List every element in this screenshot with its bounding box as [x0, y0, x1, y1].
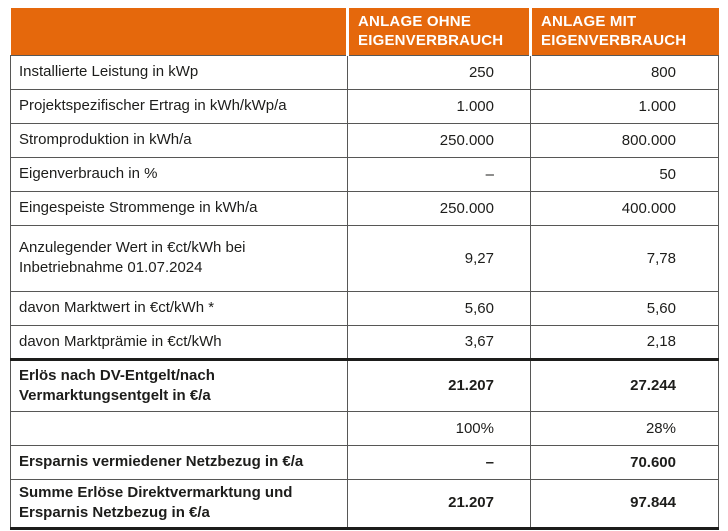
header-anlage-ohne-eigenverbrauch: ANLAGE OHNE EIGENVERBRAUCH: [348, 8, 531, 56]
value-mit: 800: [531, 56, 719, 90]
value-mit: 400.000: [531, 192, 719, 226]
value-ohne: 5,60: [348, 292, 531, 326]
row-label: Eingespeiste Strommenge in kWh/a: [11, 192, 348, 226]
value-mit: 97.844: [531, 480, 719, 529]
row-label: [11, 412, 348, 446]
header-row: [11, 8, 719, 56]
row-label: Summe Erlöse Direktvermarktung und Ersparnis Netzbezug in €/a: [11, 480, 348, 529]
header-empty-cell: [11, 8, 348, 56]
value-ohne: 3,67: [348, 326, 531, 360]
row-label: davon Marktwert in €ct/kWh *: [11, 292, 348, 326]
row-label: Eigenverbrauch in %: [11, 158, 348, 192]
header-anlage-mit-eigenverbrauch: ANLAGE MIT EIGENVERBRAUCH: [531, 8, 719, 56]
value-mit: 50: [531, 158, 719, 192]
value-ohne: 250: [348, 56, 531, 90]
row-label: Projektspezifischer Ertrag in kWh/kWp/a: [11, 90, 348, 124]
value-ohne: 1.000: [348, 90, 531, 124]
row-label: davon Marktprämie in €ct/kWh: [11, 326, 348, 360]
value-mit: 28%: [531, 412, 719, 446]
value-ohne: 250.000: [348, 192, 531, 226]
table-row-erloes-nach-dv-entgelt: [11, 360, 719, 412]
value-mit: 70.600: [531, 446, 719, 480]
table-row-projektspezifischer-ertrag: [11, 90, 719, 124]
row-label: Anzulegender Wert in €ct/kWh bei Inbetriebnahme 01.07.2024: [11, 226, 348, 292]
value-ohne: –: [348, 446, 531, 480]
table-row-davon-marktpraemie: [11, 326, 719, 360]
row-label: Ersparnis vermiedener Netzbezug in €/a: [11, 446, 348, 480]
value-mit: 7,78: [531, 226, 719, 292]
value-mit: 800.000: [531, 124, 719, 158]
table-row-anzulegender-wert: [11, 226, 719, 292]
value-mit: 1.000: [531, 90, 719, 124]
table-row-eigenverbrauch: [11, 158, 719, 192]
row-label: Installierte Leistung in kWp: [11, 56, 348, 90]
value-ohne: 250.000: [348, 124, 531, 158]
table-row-davon-marktwert: [11, 292, 719, 326]
table-row-prozent-anteil: [11, 412, 719, 446]
table-row-stromproduktion: [11, 124, 719, 158]
table-row-installierte-leistung: [11, 56, 719, 90]
pv-comparison-table: [10, 8, 719, 530]
row-label: Erlös nach DV-Entgelt/nach Vermarktungsentgelt in €/a: [11, 360, 348, 412]
value-mit: 2,18: [531, 326, 719, 360]
value-ohne: 9,27: [348, 226, 531, 292]
comparison-table-container: [10, 8, 718, 530]
table-row-ersparnis-netzbezug: [11, 446, 719, 480]
value-mit: 5,60: [531, 292, 719, 326]
row-label: Stromproduktion in kWh/a: [11, 124, 348, 158]
value-ohne: 21.207: [348, 480, 531, 529]
table-row-eingespeiste-strommenge: [11, 192, 719, 226]
value-ohne: –: [348, 158, 531, 192]
table-row-summe-erloese: [11, 480, 719, 529]
value-mit: 27.244: [531, 360, 719, 412]
value-ohne: 100%: [348, 412, 531, 446]
value-ohne: 21.207: [348, 360, 531, 412]
